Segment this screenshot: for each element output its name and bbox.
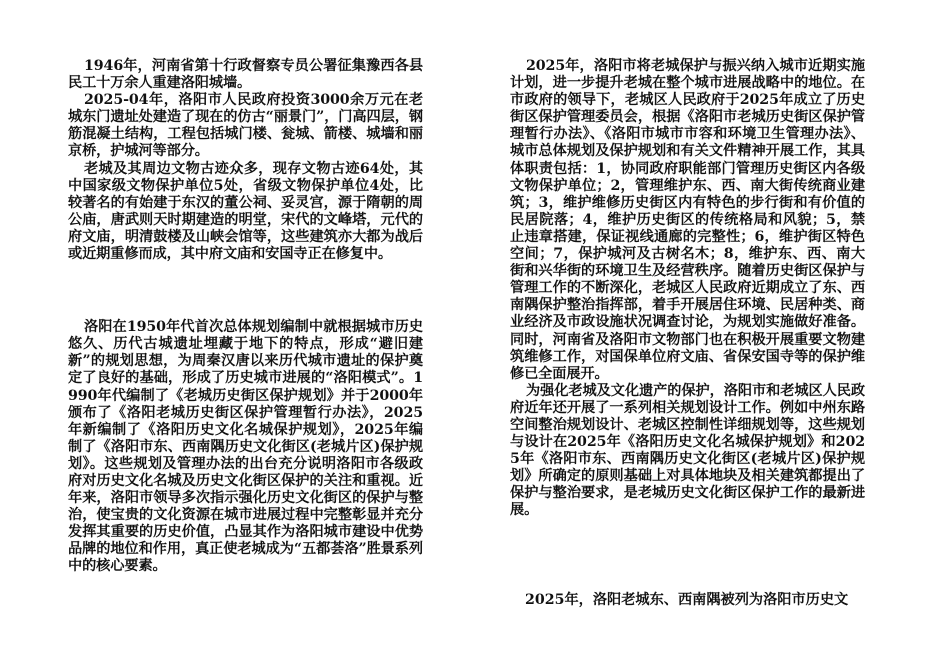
paragraph-protection-plan: 2025年，洛阳市将老城保护与振兴纳入城市近期实施计划，进一步提升老城在整个城市进展战略中的地位。在市政府的领导下，老城区人民政府于2025年成立了历史街区保护管理委员会，根据《洛阳市老城历史街区保护管理暂行办法》、《洛阳市城市市容和环境卫生管理办法》、城市总体规划及保护规划和有关文件精神开展工作，其具体职责包括：1，协同政府职能部门管理历史街区内各级文物保护单位；2，管理维护东、西、南大街传统商业建筑；3，维护维修历史街区内有特色的步行街和有价值的民居院落；4，维护历史街区的传统格局和风貌；5，禁止违章搭建，保证视线通廊的完整性；6，维护街区特色空间；7，保护城河及古树名木；8，维护东、西、南大街和兴华街的环境卫生及经营秩序。随着历史街区保护与管理工作的不断深化，老城区人民政府近期成立了东、西南隅保护整治指挥部，着手开展居住环境、民居种类、商业经济及市政设施状况调查讨论，为规划实施做好准备。同时，河南省及洛阳市文物部门也在积极开展重要文物建筑维修工作，对国保单位府文庙、省保安国寺等的保护维修已全面展开。: [510, 58, 865, 382]
right-column: [510, 58, 865, 520]
paragraph-gap: [68, 263, 423, 319]
paragraph-luoyang-model: 洛阳在1950年代首次总体规划编制中就根据城市历史悠久、历代古城遗址埋藏于地下的特点，形成“避旧建新”的规划思想，为周秦汉唐以来历代城市遗址的保护奠定了良好的基础，形成了历史城市进展的“洛阳模式”。1990年代编制了《老城历史街区保护规划》并于2000年颁布了《洛阳老城历史街区保护管理暂行办法》，2025年新编制了《洛阳历史文化名城保护规划》，2025年编制了《洛阳市东、西南隅历史文化街区(老城片区)保护规划》。这些规划及管理办法的出台充分说明洛阳市各级政府对历史文化名城及历史文化街区保护的关注和重视。近年来，洛阳市领导多次指示强化历史文化街区的保护与整治，使宝贵的文化资源在城市进展过程中完整彰显并充分发挥其重要的历史价值，凸显其作为洛阳城市建设中优势品牌的地位和作用，真正使老城成为“五都荟洛”胜景系列中的核心要素。: [68, 319, 423, 575]
left-column: [68, 58, 423, 576]
paragraph-lijing-gate: 2025-04年，洛阳市人民政府投资3000余万元在老城东门遗址处建造了现在的仿古“丽景门”，门高四层，钢筋混凝土结构，工程包括城门楼、瓮城、箭楼、城墙和丽京桥，护城河等部分。: [68, 92, 423, 160]
trailing-text-line: 2025年，洛阳老城东、西南隅被列为洛阳市历史文: [525, 592, 849, 608]
paragraph-1946-city-wall: 1946年，河南省第十行政督察专员公署征集豫西各县民工十万余人重建洛阳城墙。: [68, 58, 423, 92]
paragraph-recent-progress: 为强化老城及文化遗产的保护，洛阳市和老城区人民政府近年还开展了一系列相关规划设计工作。例如中州东路空间整治规划设计、老城区控制性详细规划等，这些规划与设计在2025年《洛阳历史文化名城保护规划》和2025年《洛阳市东、西南隅历史文化街区(老城片区)保护规划》所确定的原则基础上对具体地块及相关建筑都提出了保护与整治要求，是老城历史文化街区保护工作的最新进展。: [510, 382, 865, 519]
paragraph-heritage-sites: 老城及其周边文物古迹众多，现存文物古迹64处，其中国家级文物保护单位5处，省级文物保护单位4处，比较著名的有始建于东汉的董公祠、妥灵宫，源于隋朝的周公庙，唐武则天时期建造的明堂，宋代的文峰塔，元代的府文庙，明清鼓楼及山峡会馆等，这些建筑亦大都为战后或近期重修而成，其中府文庙和安国寺正在修复中。: [68, 160, 423, 263]
